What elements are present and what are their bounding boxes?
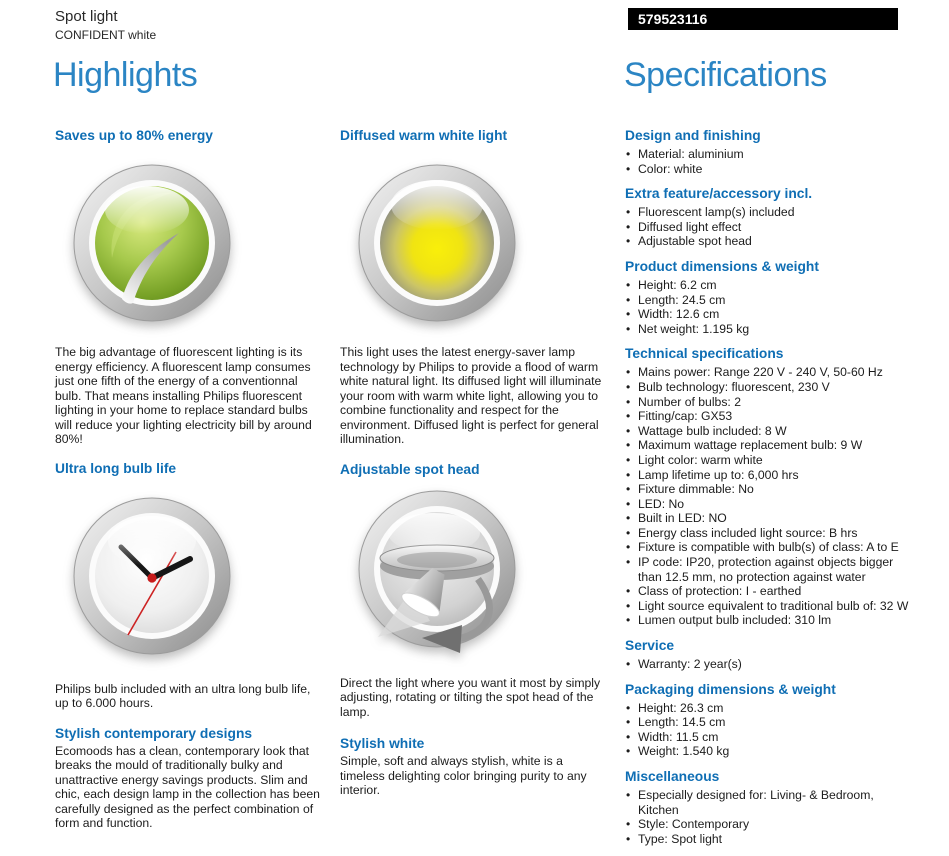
- spec-item: • Fitting/cap: GX53: [625, 409, 913, 424]
- product-code: 579523116: [638, 11, 708, 27]
- spec-section-heading: Packaging dimensions & weight: [625, 681, 836, 697]
- spec-section-packaging: [625, 682, 913, 759]
- spec-item: • Fluorescent lamp(s) included: [625, 205, 913, 220]
- product-header: [55, 8, 156, 42]
- highlight-contemporary-designs: [55, 726, 323, 831]
- highlight-heading-stylish-white: Stylish white: [340, 736, 425, 751]
- highlight-text-stylish-white: Simple, soft and always stylish, white is a timeless delighting color bringing purity to any interior.: [340, 754, 587, 797]
- spec-item: • Diffused light effect: [625, 220, 913, 235]
- warm-white-light-icon: [352, 163, 522, 333]
- spec-item: • Lamp lifetime up to: 6,000 hrs: [625, 468, 913, 483]
- highlight-adjustable-head: [340, 462, 608, 720]
- spec-item: • Number of bulbs: 2: [625, 395, 913, 410]
- spec-item: • Width: 12.6 cm: [625, 307, 913, 322]
- spec-section-heading: Design and finishing: [625, 128, 761, 143]
- spec-item: • Net weight: 1.195 kg: [625, 322, 913, 337]
- spec-item: • Height: 26.3 cm: [625, 701, 913, 716]
- highlight-heading-warm-light: Diffused warm white light: [340, 128, 508, 143]
- spec-item-list: [625, 657, 913, 672]
- spec-item: • LED: No: [625, 497, 913, 512]
- spec-item: • Built in LED: NO: [625, 511, 913, 526]
- spec-item-list: [625, 701, 913, 759]
- spec-section-product-dimensions: [625, 259, 913, 336]
- spec-item: • Width: 11.5 cm: [625, 730, 913, 745]
- spec-item: • Material: aluminium: [625, 147, 913, 162]
- spec-section-heading: Extra feature/accessory incl.: [625, 186, 813, 202]
- spec-item: • Light color: warm white: [625, 453, 913, 468]
- highlight-text-warm-light: This light uses the latest energy-saver lamp technology by Philips to provide a flood of warm white natural light. Its diffused light will illuminate your room with warm white light, allowing you to combine functionality and respect for the environment. Diffused light is perfect for general illumination.: [340, 345, 602, 446]
- spec-item: • Especially designed for: Living- & Bedroom, Kitchen: [625, 788, 913, 817]
- spec-section-design-finishing: [625, 128, 913, 176]
- highlight-bulb-life: [55, 461, 323, 711]
- spec-item: • Energy class included light source: B hrs: [625, 526, 913, 541]
- spec-item: • Type: Spot light: [625, 832, 913, 847]
- highlights-column-2: [340, 128, 608, 798]
- spec-section-extra-feature: [625, 186, 913, 249]
- highlight-text-adjustable: Direct the light where you want it most by simply adjusting, rotating or tilting the spot head of the lamp.: [340, 675, 601, 719]
- spec-item: • Adjustable spot head: [625, 234, 913, 249]
- energy-saving-leaf-icon: [67, 163, 237, 333]
- spec-section-service: [625, 638, 913, 672]
- spec-section-miscellaneous: [625, 769, 913, 846]
- spec-item-list: [625, 365, 913, 628]
- specifications-title: Specifications: [624, 56, 827, 94]
- spec-item: • Length: 14.5 cm: [625, 715, 913, 730]
- spec-item-list: [625, 278, 913, 336]
- spec-item: • Lumen output bulb included: 310 lm: [625, 613, 913, 628]
- spec-item: • Light source equivalent to traditional bulb of: 32 W: [625, 599, 913, 614]
- highlight-energy-saving: [55, 128, 323, 447]
- clock-icon: [67, 496, 237, 666]
- highlight-heading-contemporary: Stylish contemporary designs: [55, 725, 253, 741]
- spec-item: • Wattage bulb included: 8 W: [625, 424, 913, 439]
- highlight-heading-adjustable: Adjustable spot head: [340, 461, 480, 477]
- spec-item: • Class of protection: I - earthed: [625, 584, 913, 599]
- spec-item: • Style: Contemporary: [625, 817, 913, 832]
- adjustable-spot-head-icon: [352, 489, 522, 659]
- spec-section-technical: [625, 346, 913, 628]
- spec-section-heading: Technical specifications: [625, 346, 784, 362]
- highlight-warm-white-light: [340, 128, 608, 447]
- spec-item: • Maximum wattage replacement bulb: 9 W: [625, 438, 913, 453]
- spec-item: • Mains power: Range 220 V - 240 V, 50-60 Hz: [625, 365, 913, 380]
- spec-section-heading: Product dimensions & weight: [625, 258, 819, 274]
- specifications-column: [625, 128, 913, 856]
- spec-item-list: [625, 788, 913, 846]
- spec-item-list: [625, 147, 913, 176]
- highlight-text-bulb-life: Philips bulb included with an ultra long bulb life, up to 6.000 hours.: [55, 681, 311, 710]
- highlight-text-contemporary: Ecomoods has a clean, contemporary look that breaks the mould of traditionally bulky and unattractive energy savings products. Slim and chic, each design lamp in the collection has been carefully designed as the perfect combination of form and function.: [55, 743, 320, 830]
- spec-section-heading: Service: [625, 638, 675, 654]
- product-variant: CONFIDENT white: [55, 28, 157, 42]
- spec-item: • IP code: IP20, protection against objects bigger than 12.5 mm, no protection against water: [625, 555, 913, 584]
- highlight-heading-energy: Saves up to 80% energy: [55, 128, 213, 143]
- spec-item-list: [625, 205, 913, 249]
- highlights-title: Highlights: [53, 56, 198, 94]
- product-name: Spot light: [55, 8, 118, 25]
- spec-item: • Fixture is compatible with bulb(s) of class: A to E: [625, 540, 913, 555]
- spec-item: • Bulb technology: fluorescent, 230 V: [625, 380, 913, 395]
- highlight-text-energy: The big advantage of fluorescent lighting is its energy efficiency. A fluorescent lamp consumes just one fifth of the energy of a conventionnal bulb. That means installing Philips fluorescent lighting in your home to replace standard bulbs will reduce your lighting electricity bill by around 80%!: [55, 345, 312, 446]
- spec-section-heading: Miscellaneous: [625, 769, 720, 784]
- highlight-stylish-white: [340, 736, 608, 798]
- highlight-heading-bulb-life: Ultra long bulb life: [55, 460, 177, 476]
- highlights-column-1: [55, 128, 323, 831]
- spec-item: • Fixture dimmable: No: [625, 482, 913, 497]
- spec-item: • Length: 24.5 cm: [625, 293, 913, 308]
- spec-item: • Warranty: 2 year(s): [625, 657, 913, 672]
- spec-item: • Height: 6.2 cm: [625, 278, 913, 293]
- spec-item: • Color: white: [625, 162, 913, 177]
- spec-item: • Weight: 1.540 kg: [625, 744, 913, 759]
- product-code-bar: [628, 8, 898, 30]
